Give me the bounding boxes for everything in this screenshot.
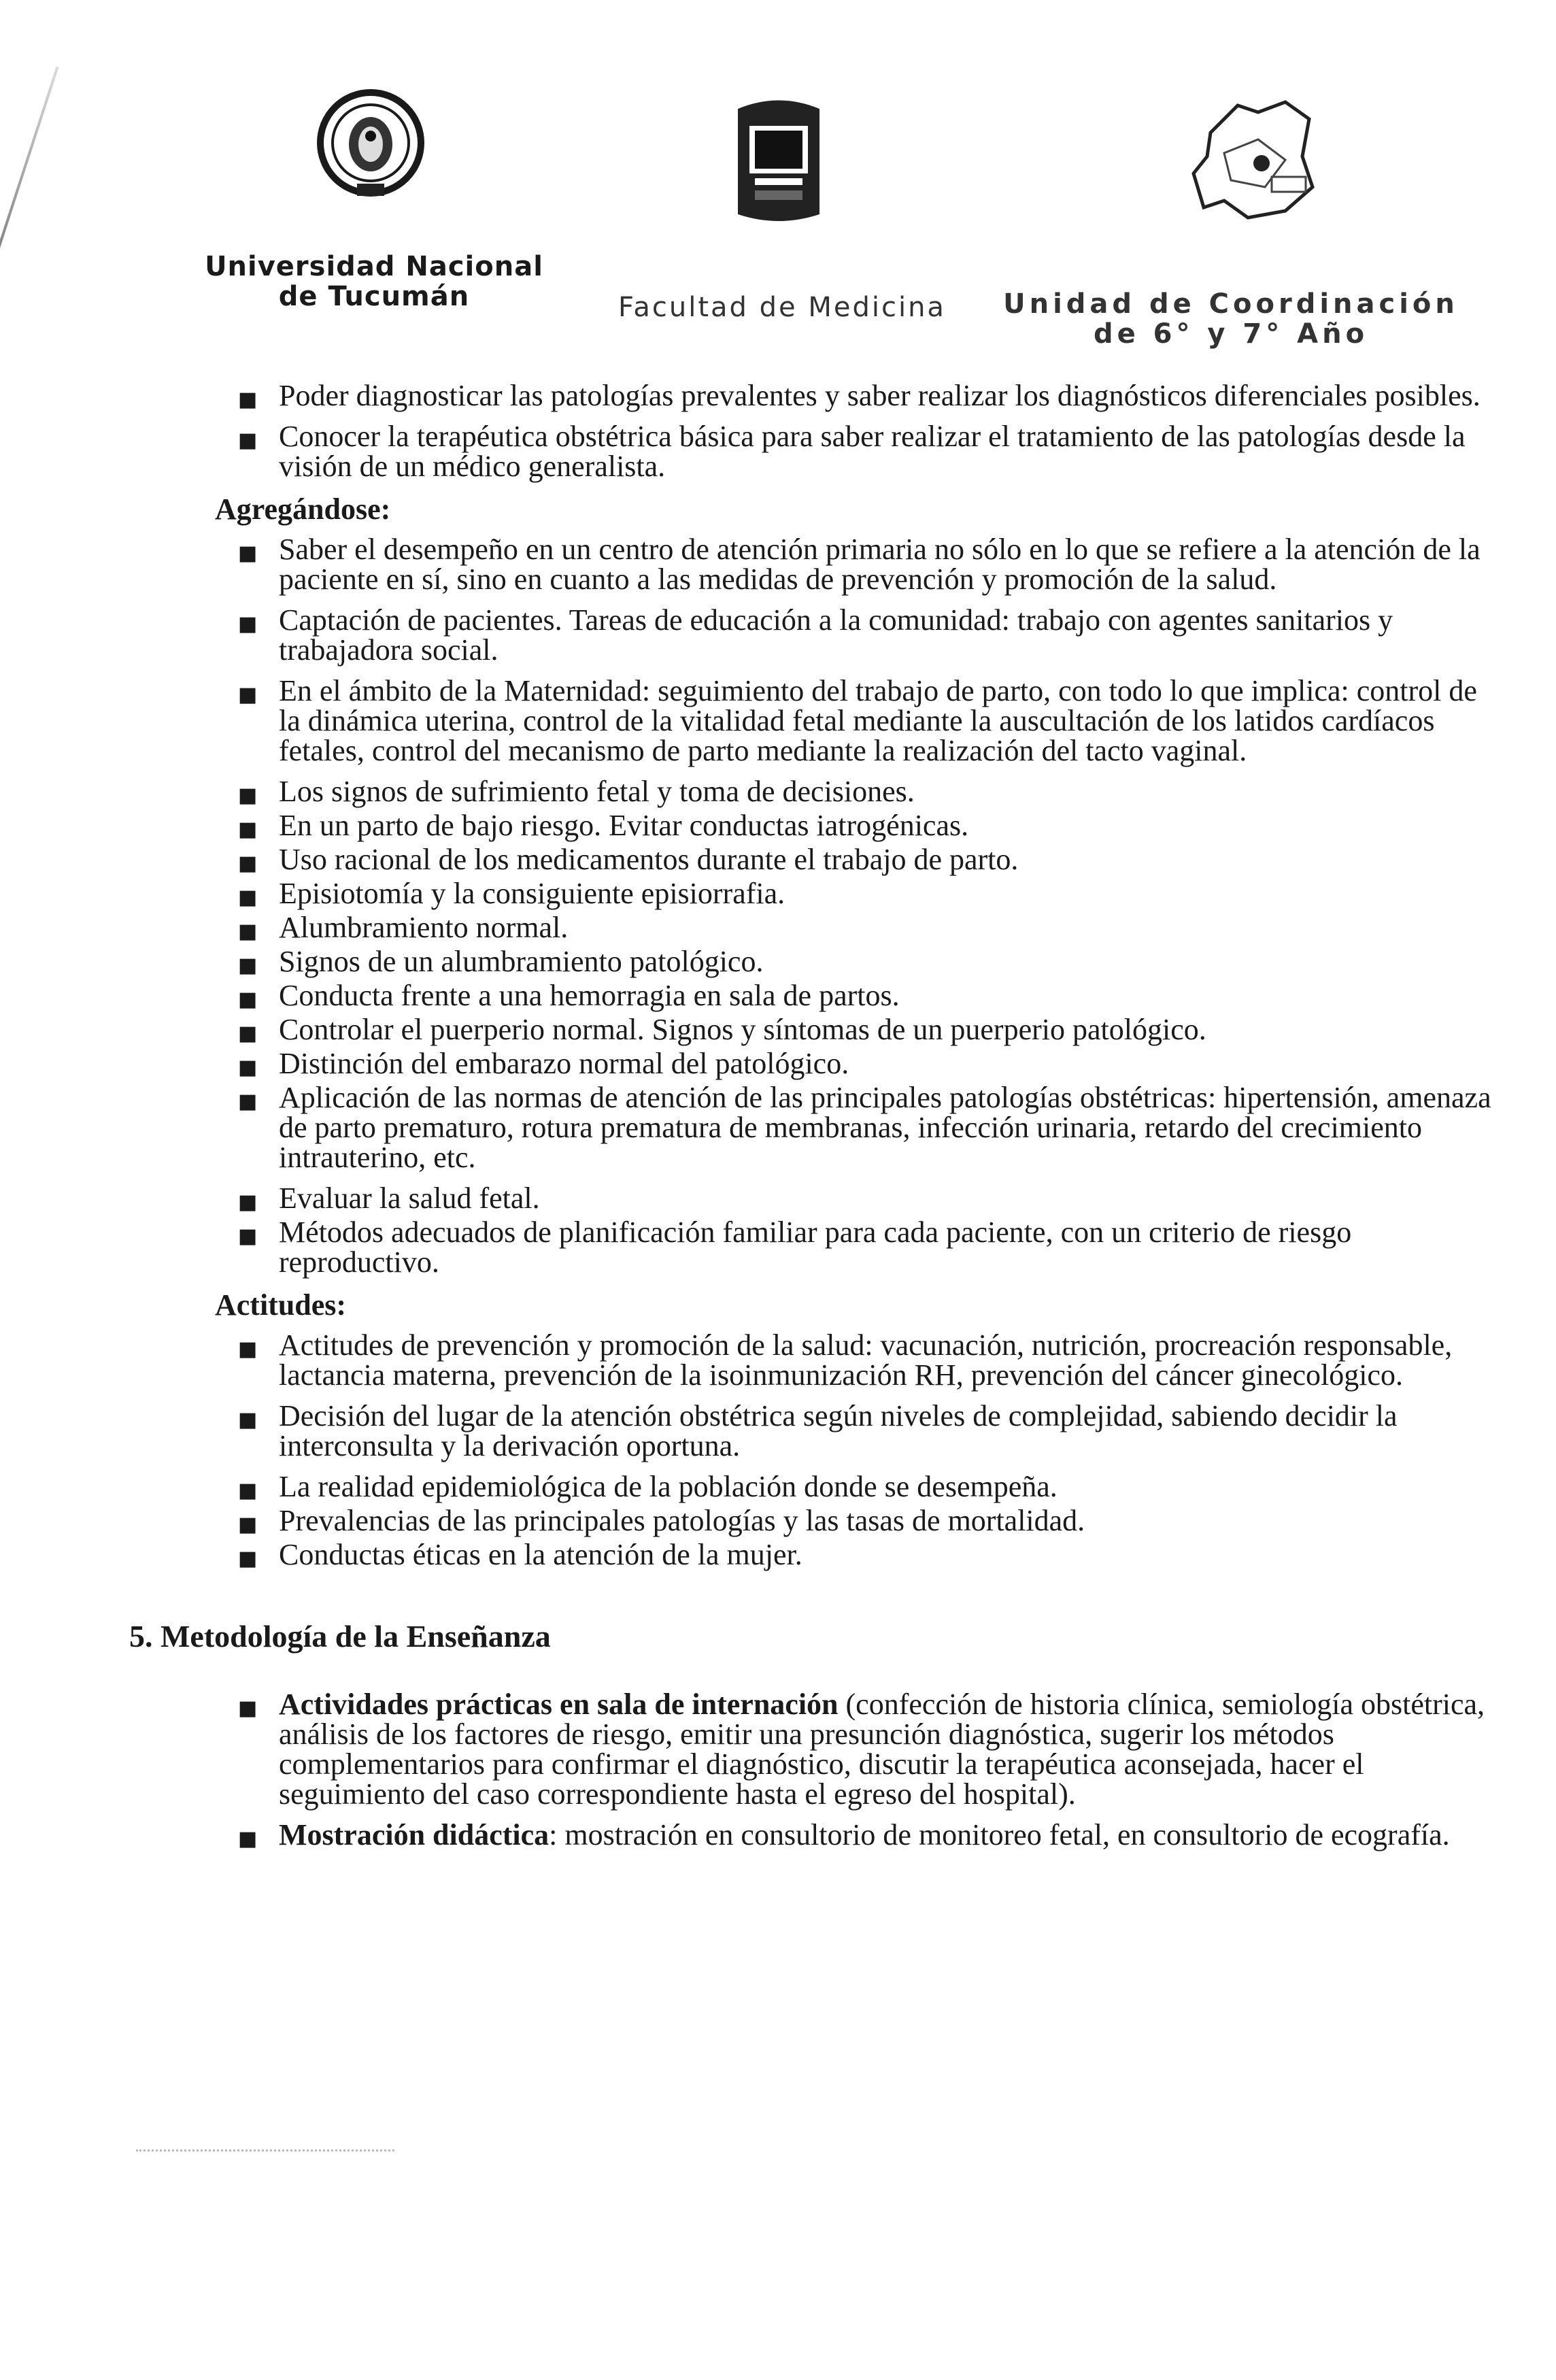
list-item: ■ En el ámbito de la Maternidad: seguimiento del trabajo de parto, con todo lo que implica: control de la dinámica uterina, control de la vitalidad fetal mediante la auscultación de los latidos cardíacos fetales, control del mecanismo de parto mediante la realización del tacto vaginal.	[238, 674, 1477, 767]
list-item: ■ Uso racional de los medicamentos durante el trabajo de parto.	[204, 845, 1496, 875]
bullet-icon: ■	[238, 1190, 258, 1214]
list-item: ■ Mostración didáctica: mostración en consultorio de monitoreo fetal, en consultorio de ecografía.	[204, 1820, 1496, 1850]
list-item: ■ Distinción del embarazo normal del patológico.	[204, 1049, 1496, 1079]
list-item: ■ Aplicación de las normas de atención de las principales patologías obstétricas: hipertensión, amenaza de parto prematuro, rotura prematura de membranas, infección urinaria, retardo del crecimiento intrauterino, etc.	[238, 1081, 1491, 1174]
bullet-icon: ■	[238, 1408, 258, 1432]
bullet-icon: ■	[238, 1022, 258, 1045]
list-item: ■ Conducta frente a una hemorragia en sala de partos.	[204, 981, 1496, 1011]
bullet-icon: ■	[238, 1337, 258, 1361]
bullet-icon: ■	[238, 954, 258, 977]
list-item: ■ La realidad epidemiológica de la población donde se desempeña.	[204, 1472, 1496, 1502]
list-item: ■ Poder diagnosticar las patologías prevalentes y saber realizar los diagnósticos diferenciales posibles.	[204, 381, 1496, 411]
list-item: ■ Conductas éticas en la atención de la mujer.	[204, 1540, 1496, 1570]
list-item: ■ Saber el desempeño en un centro de atención primaria no sólo en lo que se refiere a la atención de la paciente en sí, sino en cuanto a las medidas de prevención y promoción de la salud.	[238, 533, 1481, 596]
bullet-icon: ■	[238, 784, 258, 807]
list-item: ■ Actividades prácticas en sala de internación (confección de historia clínica, semiología obstétrica, análisis de los factores de riesgo, emitir una presunción diagnóstica, sugerir los métodos complementarios para confirmar el diagnóstico, discutir la terapéutica aconsejada, hacer el seguimiento del caso correspondiente hasta el egreso del hospital).	[238, 1688, 1485, 1811]
list-item: ■ En un parto de bajo riesgo. Evitar conductas iatrogénicas.	[204, 811, 1496, 841]
bullet-icon: ■	[238, 1090, 258, 1113]
bullet-icon: ■	[238, 1224, 258, 1248]
list-item: ■ Signos de un alumbramiento patológico.	[204, 947, 1496, 977]
heading-actitudes: Actitudes:	[215, 1288, 347, 1322]
bullet-icon: ■	[238, 1696, 258, 1720]
unit-name: Unidad de Coordinación de 6° y 7° Año	[1003, 288, 1459, 350]
bullet-icon: ■	[238, 683, 258, 707]
list-item: ■ Captación de pacientes. Tareas de educación a la comunidad: trabajo con agentes sanitarios y trabajadora social.	[238, 603, 1393, 667]
bullet-icon: ■	[238, 920, 258, 943]
letterhead	[0, 0, 1556, 354]
document-body	[129, 379, 1496, 1861]
province-map-logo	[1183, 92, 1319, 228]
heading-agregandose: Agregándose:	[215, 492, 391, 526]
list-item: ■ Conocer la terapéutica obstétrica básica para saber realizar el tratamiento de las patologías desde la visión de un médico generalista.	[238, 420, 1466, 483]
list-item: ■ Decisión del lugar de la atención obstétrica según niveles de complejidad, sabiendo decidir la interconsulta y la derivación oportuna.	[238, 1399, 1398, 1462]
bullet-icon: ■	[238, 388, 258, 412]
bullet-icon: ■	[238, 612, 258, 636]
bullet-icon: ■	[238, 1547, 258, 1571]
list-item: ■ Episiotomía y la consiguiente episiorrafia.	[204, 879, 1496, 909]
list-item: ■ Actitudes de prevención y promoción de la salud: vacunación, nutrición, procreación responsable, lactancia materna, prevención de la isoinmunización RH, prevención del cáncer ginecológico.	[238, 1328, 1453, 1392]
bullet-icon: ■	[238, 1827, 258, 1851]
list-item: ■ Controlar el puerperio normal. Signos y síntomas de un puerperio patológico.	[204, 1015, 1496, 1045]
list-item: ■ Métodos adecuados de planificación familiar para cada paciente, con un criterio de riesgo reproductivo.	[238, 1216, 1352, 1279]
bullet-icon: ■	[238, 886, 258, 909]
university-seal-logo	[316, 82, 425, 211]
faculty-name: Facultad de Medicina	[618, 292, 946, 323]
bullet-icon: ■	[238, 852, 258, 875]
list-item: ■ Los signos de sufrimiento fetal y toma de decisiones.	[204, 777, 1496, 807]
bullet-icon: ■	[238, 988, 258, 1011]
bullet-icon: ■	[238, 1479, 258, 1503]
bullet-icon: ■	[238, 1513, 258, 1537]
bullet-icon: ■	[238, 541, 258, 565]
bullet-icon: ■	[238, 1056, 258, 1079]
bullet-icon: ■	[238, 818, 258, 841]
bullet-icon: ■	[238, 429, 258, 452]
scan-artifact-dots	[136, 2149, 394, 2154]
section-5-title: 5. Metodología de la Enseñanza	[129, 1619, 551, 1654]
list-item: ■ Evaluar la salud fetal.	[204, 1184, 1496, 1213]
list-item: ■ Alumbramiento normal.	[204, 913, 1496, 943]
faculty-logo	[728, 95, 830, 231]
list-item: ■ Prevalencias de las principales patologías y las tasas de mortalidad.	[204, 1506, 1496, 1536]
university-name: Universidad Nacional de Tucumán	[205, 251, 543, 312]
